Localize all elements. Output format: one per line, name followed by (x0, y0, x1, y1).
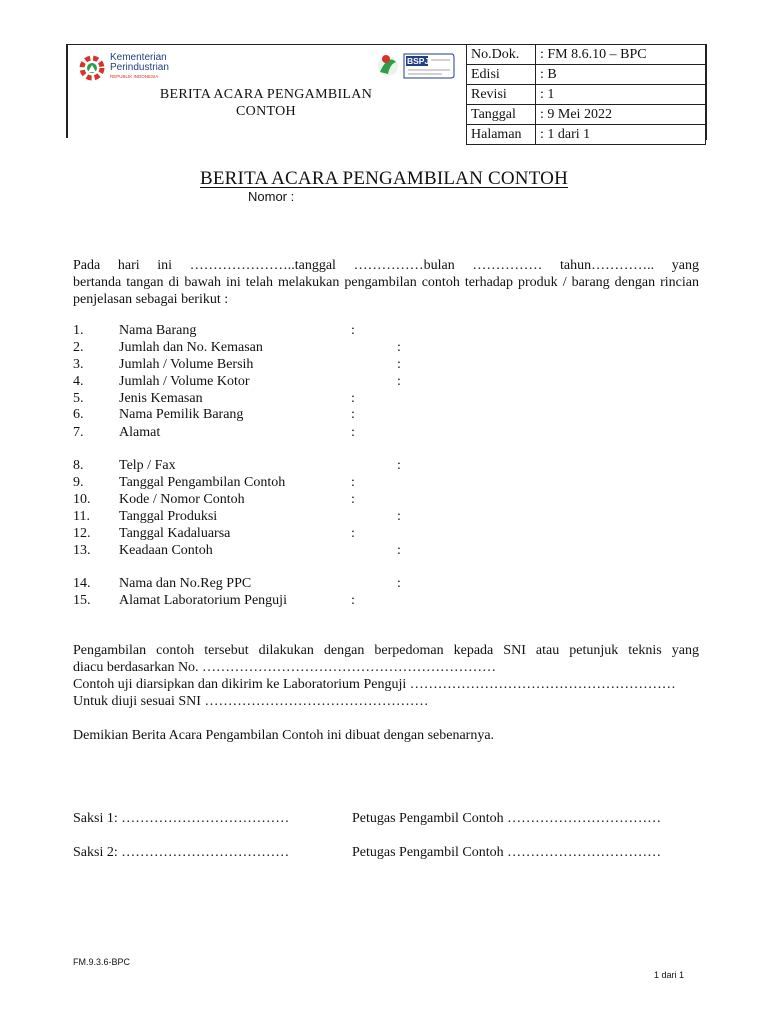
meta-row (467, 45, 706, 65)
document-meta-table (466, 44, 706, 145)
meta-key: Edisi (467, 65, 536, 85)
item-colon: : (397, 374, 401, 389)
meta-value: : 9 Mei 2022 (536, 105, 706, 125)
footer-code: FM.9.3.6-BPC (73, 957, 131, 967)
kementerian-logo (78, 52, 190, 86)
header-title-line2: CONTOH (236, 104, 296, 119)
item-number: 12. (73, 526, 91, 541)
meta-value: : B (536, 65, 706, 85)
item-colon: : (397, 340, 401, 355)
saksi-1-field: Saksi 1: ……………………………… (73, 811, 290, 826)
petugas-1-field: Petugas Pengambil Contoh …………………………… (352, 811, 662, 826)
item-colon: : (397, 458, 401, 473)
meta-row (467, 105, 706, 125)
item-colon: : (397, 576, 401, 591)
item-number: 14. (73, 576, 91, 591)
item-colon: : (351, 407, 355, 422)
item-number: 8. (73, 458, 84, 473)
item-label: Alamat (119, 425, 161, 440)
kementerian-text (110, 53, 169, 80)
intro-line1 (73, 257, 699, 274)
meta-key: Tanggal (467, 105, 536, 125)
item-label: Jumlah / Volume Kotor (119, 374, 250, 389)
sni-line2: diacu berdasarkan No. ……………………………………………………… (73, 660, 497, 675)
intro-word: hari (117, 258, 140, 273)
item-colon: : (351, 391, 355, 406)
item-number: 5. (73, 391, 84, 406)
item-label: Nama Pemilik Barang (119, 407, 244, 422)
item-label: Tanggal Pengambilan Contoh (119, 475, 286, 490)
item-colon: : (397, 509, 401, 524)
item-colon: : (351, 492, 355, 507)
arsip-line: Contoh uji diarsipkan dan dikirim ke Laboratorium Penguji ………………………………………………… (73, 677, 676, 692)
item-label: Tanggal Produksi (119, 509, 218, 524)
bspji-text: BSPJI (407, 56, 432, 66)
meta-value: : 1 (536, 85, 706, 105)
intro-word: …………………..tanggal (189, 258, 336, 273)
item-number: 3. (73, 357, 84, 372)
item-label: Nama Barang (119, 323, 197, 338)
logo-line3: REPUBLIK INDONESIA (110, 74, 159, 79)
sni-line1: Pengambilan contoh tersebut dilakukan dengan berpedoman kepada SNI atau petunjuk teknis yang (73, 643, 699, 658)
nomor-label: Nomor : (248, 189, 295, 204)
item-colon: : (351, 425, 355, 440)
intro-rest: bertanda tangan di bawah ini telah melakukan pengambilan contoh terhadap produk / barang dengan rincian penjelasan sebagai berikut : (73, 275, 699, 307)
closing-statement: Demikian Berita Acara Pengambilan Contoh ini dibuat dengan sebenarnya. (73, 728, 495, 743)
item-number: 13. (73, 543, 91, 558)
item-number: 7. (73, 425, 84, 440)
meta-row (467, 65, 706, 85)
intro-word: tahun………….. (560, 258, 655, 273)
item-label: Alamat Laboratorium Penguji (119, 593, 287, 608)
saksi-2-field: Saksi 2: ……………………………… (73, 845, 290, 860)
meta-value: : FM 8.6.10 – BPC (536, 45, 706, 65)
intro-word: yang (671, 258, 700, 273)
meta-row (467, 125, 706, 145)
bspji-logo (376, 50, 456, 82)
item-number: 15. (73, 593, 91, 608)
item-label: Nama dan No.Reg PPC (119, 576, 252, 591)
item-colon: : (351, 593, 355, 608)
petugas-2-field: Petugas Pengambil Contoh …………………………… (352, 845, 662, 860)
item-colon: : (397, 357, 401, 372)
meta-value: : 1 dari 1 (536, 125, 706, 145)
item-label: Jumlah dan No. Kemasan (119, 340, 263, 355)
item-label: Jumlah / Volume Bersih (119, 357, 254, 372)
intro-word: ……………bulan (353, 258, 455, 273)
header-title-line1: BERITA ACARA PENGAMBILAN (159, 87, 373, 102)
diuji-line: Untuk diuji sesuai SNI ………………………………………… (73, 694, 429, 709)
item-number: 2. (73, 340, 84, 355)
item-label: Tanggal Kadaluarsa (119, 526, 231, 541)
header-title (66, 86, 466, 120)
item-number: 9. (73, 475, 84, 490)
logo-line1: Kementerian (110, 52, 167, 63)
intro-word: …………… (472, 258, 543, 273)
intro-word: Pada (73, 258, 101, 273)
item-colon: : (351, 475, 355, 490)
item-number: 1. (73, 323, 84, 338)
item-label: Jenis Kemasan (119, 391, 203, 406)
item-number: 4. (73, 374, 84, 389)
item-number: 11. (73, 509, 90, 524)
meta-row (467, 85, 706, 105)
intro-word: ini (157, 258, 173, 273)
item-colon: : (351, 323, 355, 338)
footer-page-number: 1 dari 1 (654, 970, 685, 980)
item-colon: : (351, 526, 355, 541)
meta-key: Halaman (467, 125, 536, 145)
item-label: Kode / Nomor Contoh (119, 492, 245, 507)
document-title-text: BERITA ACARA PENGAMBILAN CONTOH (200, 168, 568, 189)
item-number: 10. (73, 492, 91, 507)
item-label: Telp / Fax (119, 458, 176, 473)
meta-key: No.Dok. (467, 45, 536, 65)
meta-key: Revisi (467, 85, 536, 105)
item-label: Keadaan Contoh (119, 543, 213, 558)
logo-line2: Perindustrian (110, 62, 169, 73)
item-number: 6. (73, 407, 84, 422)
document-title (0, 168, 768, 190)
gear-logo-icon (78, 52, 108, 84)
item-colon: : (397, 543, 401, 558)
bspji-emblem-icon (376, 50, 456, 82)
